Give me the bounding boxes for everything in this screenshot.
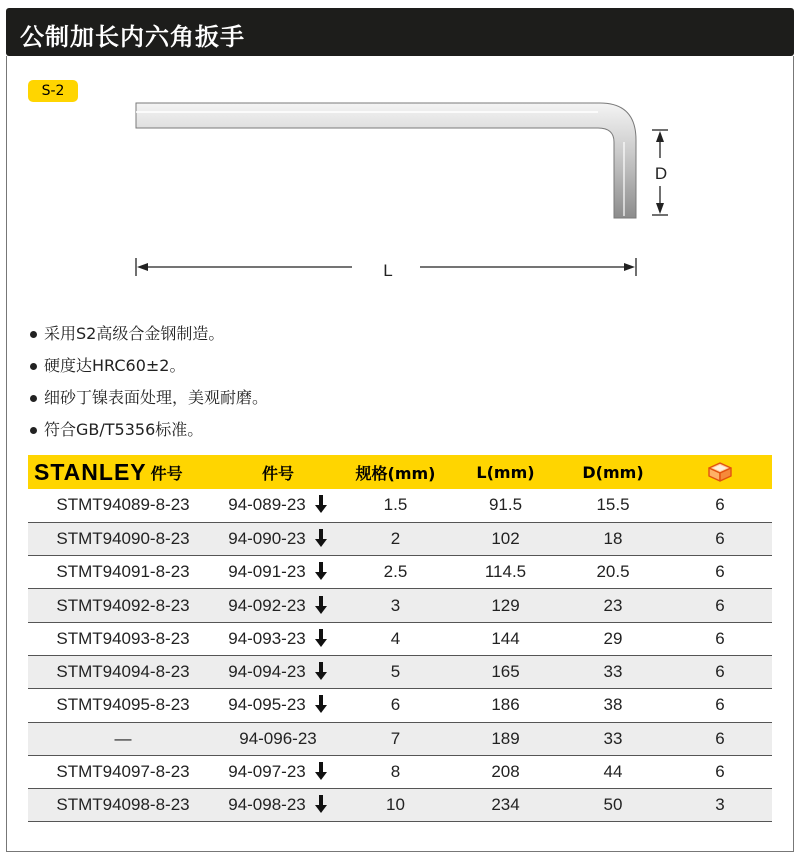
- cell-size: [338, 689, 453, 722]
- cell-stanley-sku: [28, 655, 218, 688]
- cell-length: [453, 722, 558, 755]
- cell-pack-qty: [668, 589, 772, 622]
- cell-stanley-sku-text: STMT94098-8-23: [56, 795, 190, 815]
- cell-length: [453, 522, 558, 555]
- cell-d-text: 50: [603, 795, 623, 815]
- table-row: [28, 755, 772, 788]
- cell-d: [558, 689, 668, 722]
- dimension-l-label: L: [383, 261, 393, 280]
- hex-key-diagram: [0, 0, 800, 300]
- cell-d-text: 38: [603, 695, 623, 715]
- cell-stanley-sku: [28, 689, 218, 722]
- feature-item: 硬度达HRC60±2。: [28, 354, 268, 386]
- cell-pack-qty: [668, 722, 772, 755]
- cell-part-number-text: 94-095-23: [228, 695, 306, 715]
- cell-length-text: 114.5: [484, 562, 527, 582]
- table-header-row: [28, 455, 772, 489]
- table-row: [28, 589, 772, 622]
- arrow-down-icon: [314, 629, 328, 647]
- column-header-part: 件号: [218, 455, 338, 489]
- cell-d: [558, 522, 668, 555]
- cell-d-text: 33: [603, 728, 623, 748]
- feature-item: 采用S2高级合金钢制造。: [28, 322, 268, 354]
- feature-item: 细砂丁镍表面处理，美观耐磨。: [28, 386, 268, 418]
- column-header-brand-sku: [28, 455, 218, 489]
- cell-pack-qty: [668, 489, 772, 522]
- cell-stanley-sku-text: STMT94093-8-23: [56, 628, 190, 648]
- column-header-d: D(mm): [558, 455, 668, 489]
- table-row: [28, 722, 772, 755]
- column-header-length: L(mm): [453, 455, 558, 489]
- cell-stanley-sku: [28, 755, 218, 788]
- cell-length: [453, 556, 558, 589]
- cell-d: [558, 655, 668, 688]
- arrow-down-icon: [314, 795, 328, 813]
- cell-size-text: 6: [390, 695, 401, 715]
- arrow-down-icon: [314, 562, 328, 580]
- cell-part-number-text: 94-098-23: [228, 795, 306, 815]
- arrowhead-left: [137, 263, 148, 271]
- cell-part-number: [218, 522, 338, 555]
- cell-size: [338, 755, 453, 788]
- package-box-icon: [707, 461, 733, 483]
- cell-part-number-text: 94-097-23: [228, 762, 306, 782]
- cell-part-number: [218, 689, 338, 722]
- cell-d: [558, 789, 668, 822]
- cell-pack-qty: [668, 755, 772, 788]
- cell-part-number-text: 94-091-23: [228, 562, 306, 582]
- cell-part-number-text: 94-096-23: [239, 728, 317, 748]
- cell-size: [338, 655, 453, 688]
- cell-part-number-text: 94-092-23: [228, 595, 306, 615]
- cell-stanley-sku-text: STMT94097-8-23: [56, 762, 190, 782]
- cell-stanley-sku: [28, 722, 218, 755]
- table-row: [28, 556, 772, 589]
- cell-length-text: 144: [491, 628, 520, 648]
- column-header-size: 规格(mm): [338, 455, 453, 489]
- cell-d-text: 44: [603, 762, 623, 782]
- cell-d-text: 33: [603, 662, 623, 682]
- cell-length: [453, 755, 558, 788]
- cell-pack-qty: [668, 689, 772, 722]
- cell-part-number-text: 94-089-23: [228, 495, 306, 515]
- cell-stanley-sku-text: STMT94094-8-23: [56, 662, 190, 682]
- cell-d-text: 15.5: [596, 495, 630, 515]
- cell-size: [338, 522, 453, 555]
- cell-stanley-sku: [28, 556, 218, 589]
- cell-pack-qty-text: 6: [715, 595, 725, 615]
- cell-size: [338, 589, 453, 622]
- arrow-down-icon: [314, 529, 328, 547]
- cell-size-text: 4: [390, 628, 401, 648]
- cell-stanley-sku-text: —: [114, 728, 132, 748]
- cell-part-number: [218, 755, 338, 788]
- cell-d: [558, 622, 668, 655]
- cell-d: [558, 722, 668, 755]
- table-row: [28, 622, 772, 655]
- cell-length: [453, 689, 558, 722]
- cell-pack-qty-text: 6: [715, 495, 725, 515]
- table-row: [28, 489, 772, 522]
- cell-size-text: 10: [386, 795, 405, 815]
- spec-table: [28, 455, 772, 822]
- cell-length-text: 91.5: [488, 495, 523, 515]
- cell-length-text: 165: [491, 662, 520, 682]
- cell-stanley-sku: [28, 589, 218, 622]
- table-row: [28, 655, 772, 688]
- cell-length: [453, 589, 558, 622]
- cell-length-text: 102: [491, 528, 520, 548]
- cell-pack-qty: [668, 522, 772, 555]
- cell-d-text: 29: [603, 628, 623, 648]
- cell-part-number-text: 94-094-23: [228, 662, 306, 682]
- cell-size-text: 2.5: [383, 562, 408, 582]
- cell-pack-qty: [668, 556, 772, 589]
- cell-length: [453, 655, 558, 688]
- cell-part-number: [218, 489, 338, 522]
- cell-pack-qty-text: 6: [715, 762, 725, 782]
- feature-list: [28, 322, 268, 450]
- cell-length-text: 189: [491, 728, 520, 748]
- table-row: [28, 689, 772, 722]
- arrowhead-up: [656, 131, 664, 142]
- cell-pack-qty-text: 6: [715, 528, 725, 548]
- cell-stanley-sku-text: STMT94089-8-23: [56, 495, 190, 515]
- column-header-pack: [668, 455, 772, 489]
- cell-pack-qty: [668, 622, 772, 655]
- cell-stanley-sku-text: STMT94091-8-23: [56, 562, 190, 582]
- cell-size-text: 8: [390, 762, 401, 782]
- page-title: 公制加长内六角扳手: [20, 23, 245, 51]
- arrowhead-down: [656, 203, 664, 214]
- cell-d: [558, 556, 668, 589]
- cell-stanley-sku-text: STMT94095-8-23: [56, 695, 190, 715]
- dimension-d-label: D: [654, 164, 668, 183]
- cell-size-text: 1.5: [383, 495, 408, 515]
- cell-d: [558, 589, 668, 622]
- feature-item: 符合GB/T5356标准。: [28, 418, 268, 450]
- cell-size-text: 3: [390, 595, 401, 615]
- cell-stanley-sku-text: STMT94090-8-23: [56, 528, 190, 548]
- cell-size-text: 5: [390, 662, 401, 682]
- cell-length: [453, 789, 558, 822]
- cell-d: [558, 755, 668, 788]
- cell-size: [338, 489, 453, 522]
- cell-pack-qty-text: 6: [715, 562, 725, 582]
- cell-pack-qty: [668, 789, 772, 822]
- cell-d-text: 20.5: [596, 562, 630, 582]
- cell-size-text: 2: [390, 528, 401, 548]
- cell-size-text: 7: [390, 728, 401, 748]
- model-badge: S-2: [28, 80, 78, 102]
- cell-part-number-text: 94-093-23: [228, 628, 306, 648]
- cell-part-number: [218, 722, 338, 755]
- table-row: [28, 789, 772, 822]
- cell-d-text: 18: [603, 528, 623, 548]
- arrowhead-right: [624, 263, 635, 271]
- hex-key-shape: [136, 103, 636, 218]
- cell-part-number-text: 94-090-23: [228, 528, 306, 548]
- arrow-down-icon: [314, 762, 328, 780]
- cell-size: [338, 722, 453, 755]
- cell-part-number: [218, 556, 338, 589]
- cell-size: [338, 789, 453, 822]
- cell-pack-qty-text: 6: [715, 728, 725, 748]
- cell-pack-qty-text: 6: [715, 695, 725, 715]
- cell-size: [338, 622, 453, 655]
- cell-stanley-sku-text: STMT94092-8-23: [56, 595, 190, 615]
- table-row: [28, 522, 772, 555]
- stanley-logo: STANLEY: [34, 458, 147, 485]
- cell-part-number: [218, 622, 338, 655]
- cell-size: [338, 556, 453, 589]
- arrow-down-icon: [314, 596, 328, 614]
- cell-length-text: 129: [491, 595, 520, 615]
- cell-part-number: [218, 655, 338, 688]
- cell-pack-qty-text: 6: [715, 628, 725, 648]
- cell-length: [453, 622, 558, 655]
- cell-stanley-sku: [28, 789, 218, 822]
- column-header-label: 件号: [150, 463, 183, 483]
- cell-length-text: 186: [491, 695, 520, 715]
- arrow-down-icon: [314, 695, 328, 713]
- cell-part-number: [218, 789, 338, 822]
- cell-pack-qty: [668, 655, 772, 688]
- cell-stanley-sku: [28, 622, 218, 655]
- cell-d: [558, 489, 668, 522]
- cell-stanley-sku: [28, 489, 218, 522]
- arrow-down-icon: [314, 662, 328, 680]
- cell-length-text: 208: [491, 762, 520, 782]
- arrow-down-icon: [314, 495, 328, 513]
- cell-length: [453, 489, 558, 522]
- cell-pack-qty-text: 3: [715, 795, 725, 815]
- cell-length-text: 234: [491, 795, 520, 815]
- cell-stanley-sku: [28, 522, 218, 555]
- cell-d-text: 23: [603, 595, 623, 615]
- cell-part-number: [218, 589, 338, 622]
- cell-pack-qty-text: 6: [715, 662, 725, 682]
